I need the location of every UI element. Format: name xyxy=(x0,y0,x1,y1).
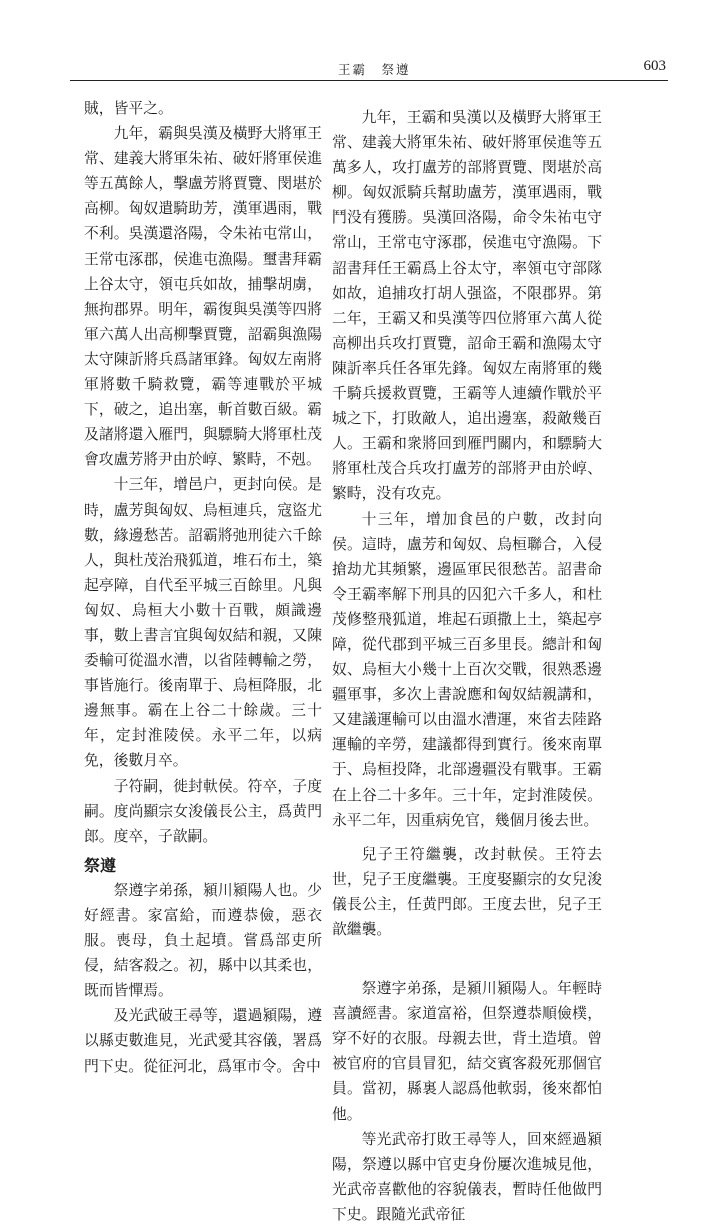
translation-zhai-zun-intro: 祭遵字弟孫，是潁川潁陽人。年輕時喜讀經書。家道富裕，但祭遵恭順儉樸，穿不好的衣服。母親去世，背土造墳。曾被官府的官員冒犯，結交賓客殺死那個官員。當初，縣裏人認爲他軟弱，後來都怕他。 xyxy=(332,980,602,1123)
translation-descendants: 兒子王符繼襲，改封軑侯。王符去世，兒子王度繼襲。王度娶顯宗的女兒浚儀長公主，任黄門郎。王度去世，兒子王歆繼襲。 xyxy=(332,845,602,938)
translation-year-thirteen: 十三年，增加食邑的户數，改封向侯。這時，盧芳和匈奴、烏桓聯合，入侵搶劫尤其頻繁，邊區軍民很愁苦。詔書命令王霸率解下刑具的囚犯六千多人，和杜茂修整飛狐道，堆起石頭撒上土，築起亭障，從代郡到平城三百多里長。總計和匈奴、烏桓大小幾十上百次交戰，很熟悉邊疆軍事，多次上書說應和匈奴結親講和，又建議運輸可以由溫水漕運，來省去陸路運輸的辛勞，建議都得到實行。後來南單于、烏桓投降，北部邊疆没有戰事。王霸在上谷二十多年。三十年，定封淮陵侯。永平二年，因重病免官，幾個月後去世。 xyxy=(332,510,602,829)
paragraph-zhai-zun-intro: 祭遵字弟孫，潁川潁陽人也。少好經書。家富給，而遵恭儉，惡衣服。喪母，負土起墳。嘗爲部吏所侵，結客殺之。初，縣中以其柔也，既而皆憚焉。 xyxy=(84,881,322,1000)
classical-text-column xyxy=(84,96,322,1079)
paragraph-year-thirteen: 十三年，增邑户，更封向侯。是時，盧芳與匈奴、烏桓連兵，寇盜尤數，緣邊愁苦。詔霸將弛刑徒六千餘人，與杜茂治飛狐道，堆石布土，築起亭障，自代至平城三百餘里。凡與匈奴、烏桓大小數十百戰，頗識邊事，數上書言宜與匈奴結和親，又陳委輸可從溫水漕，以省陸轉輸之勞，事皆施行。後南單于、烏桓降服，北邊無事。霸在上谷二十餘歲。三十年，定封淮陵侯。永平二年，以病免，後數月卒。 xyxy=(84,476,322,770)
running-header xyxy=(70,58,668,81)
paragraph-zhai-zun-guangwu: 及光武破王尋等，還過潁陽，遵以縣吏數進見，光武愛其容儀，署爲門下史。從征河北，爲軍市令。舍中 xyxy=(84,1007,322,1075)
page-number: 603 xyxy=(643,58,666,74)
paragraph-year-nine: 九年，霸與吳漢及橫野大將軍王常、建義大將軍朱祐、破奸將軍侯進等五萬餘人，擊盧芳將賈覽、閔堪於高柳。匈奴遣騎助芳，漢軍遇雨，戰不利。吳漢還洛陽，令朱祐屯常山，王常屯涿郡，侯進屯漁陽。璽書拜霸上谷太守，領屯兵如故，捕擊胡虜，無拘郡界。明年，霸復與吳漢等四將軍六萬人出高柳擊賈覽，詔霸與漁陽太守陳訢將兵爲諸軍鋒。匈奴左南將軍將數千騎救覽，霸等連戰於平城下，破之，追出塞，斬首數百級。霸及諸將還入雁門，與驃騎大將軍杜茂會攻盧芳將尹由於崞、繁畤，不剋。 xyxy=(84,125,322,469)
running-title: 王霸 祭遵 xyxy=(338,62,411,77)
translation-text-column xyxy=(332,96,602,1227)
paragraph-continuation: 賊，皆平之。 xyxy=(84,100,173,117)
translation-zhai-zun-guangwu: 等光武帝打敗王尋等人，回來經過潁陽，祭遵以縣中官吏身份屢次進城見他，光武帝喜歡他的容貌儀表，暫時任他做門下史。跟隨光武帝征 xyxy=(332,1130,602,1223)
translation-year-nine: 九年，王霸和吳漢以及橫野大將軍王常、建義大將軍朱祐、破奸將軍侯進等五萬多人，攻打盧芳的部將賈覽、閔堪於高柳。匈奴派騎兵幫助盧芳，漢軍遇雨，戰鬥没有獲勝。吳漢回洛陽，命令朱祐屯守常山，王常屯守涿郡，侯進屯守漁陽。下詔書拜任王霸爲上谷太守，率領屯守部隊如故，追捕攻打胡人强盗，不限郡界。第二年，王霸又和吳漢等四位將軍六萬人從高柳出兵攻打賈覽，詔命王霸和漁陽太守陳訢率兵任各軍先鋒。匈奴左南將軍的幾千騎兵援救賈覽，王霸等人連續作戰於平城之下，打敗敵人，追出邊塞，殺敵幾百人。王霸和衆將回到雁門關内，和驃騎大將軍杜茂合兵攻打盧芳的部將尹由於崞、繁畤，没有攻克。 xyxy=(332,109,602,503)
paragraph-descendants: 子符嗣，徙封軑侯。符卒，子度嗣。度尚顯宗女浚儀長公主，爲黄門郎。度卒，子歆嗣。 xyxy=(84,777,322,845)
section-title: 祭遵 xyxy=(84,855,117,875)
